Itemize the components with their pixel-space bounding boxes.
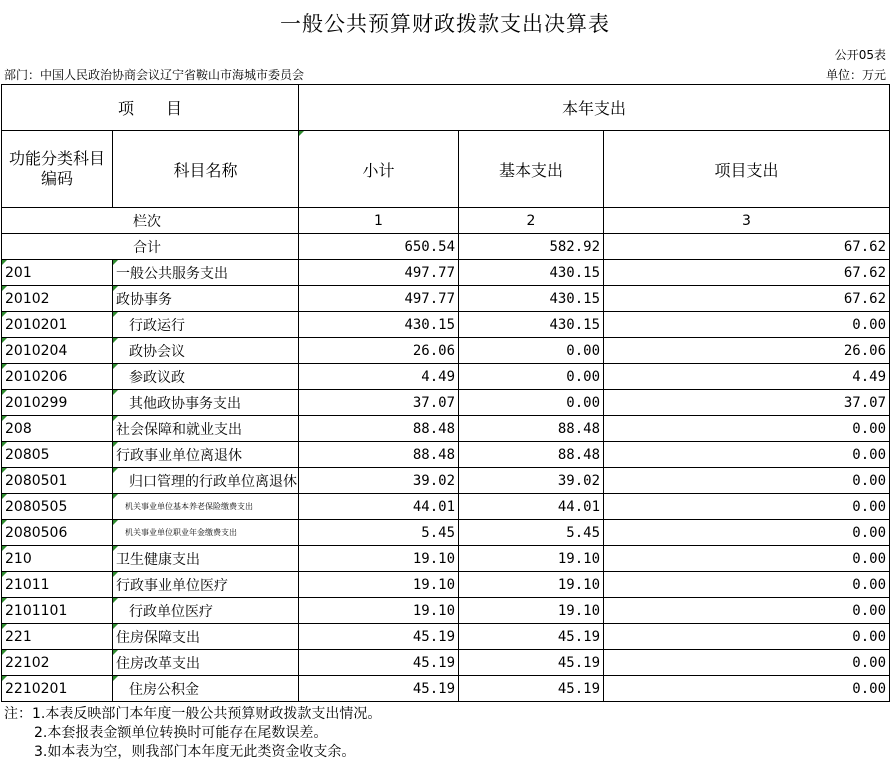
row-project: 67.62 xyxy=(604,260,890,286)
row-name: 机关事业单位基本养老保险缴费支出 xyxy=(113,494,299,520)
header-row-1 xyxy=(2,85,890,131)
row-subtotal: 44.01 xyxy=(299,494,459,520)
department-label: 部门：中国人民政治协商会议辽宁省鞍山市海城市委员会 xyxy=(4,68,305,82)
row-code: 22102 xyxy=(2,650,113,676)
row-name: 行政事业单位离退休 xyxy=(113,442,299,468)
note-1: 注：1.本表反映部门本年度一般公共预算财政拨款支出情况。 xyxy=(4,706,382,722)
row-code: 2010206 xyxy=(2,364,113,390)
row-project: 0.00 xyxy=(604,312,890,338)
row-code: 21011 xyxy=(2,572,113,598)
header-current-year: 本年支出 xyxy=(299,85,890,131)
row-code: 2010201 xyxy=(2,312,113,338)
row-subtotal: 19.10 xyxy=(299,598,459,624)
expenditure-table xyxy=(1,84,890,702)
row-project: 0.00 xyxy=(604,572,890,598)
header-basic: 基本支出 xyxy=(459,131,604,208)
row-subtotal: 88.48 xyxy=(299,442,459,468)
row-name: 社会保障和就业支出 xyxy=(113,416,299,442)
table-row xyxy=(2,520,890,546)
row-code: 2080506 xyxy=(2,520,113,546)
row-subtotal: 37.07 xyxy=(299,390,459,416)
total-basic: 582.92 xyxy=(459,234,604,260)
row-subtotal: 39.02 xyxy=(299,468,459,494)
row-name: 政协会议 xyxy=(113,338,299,364)
row-project: 37.07 xyxy=(604,390,890,416)
row-project: 0.00 xyxy=(604,468,890,494)
row-basic: 19.10 xyxy=(459,546,604,572)
row-code: 2010204 xyxy=(2,338,113,364)
table-row xyxy=(2,676,890,702)
row-basic: 88.48 xyxy=(459,416,604,442)
column-number-row xyxy=(2,208,890,234)
row-code: 210 xyxy=(2,546,113,572)
table-row xyxy=(2,312,890,338)
row-basic: 430.15 xyxy=(459,312,604,338)
table-row xyxy=(2,364,890,390)
row-subtotal: 19.10 xyxy=(299,546,459,572)
form-number: 公开05表 xyxy=(834,48,886,62)
row-code: 2210201 xyxy=(2,676,113,702)
row-code: 208 xyxy=(2,416,113,442)
row-name: 住房公积金 xyxy=(113,676,299,702)
row-subtotal: 26.06 xyxy=(299,338,459,364)
table-row xyxy=(2,286,890,312)
row-code: 2080501 xyxy=(2,468,113,494)
row-project: 0.00 xyxy=(604,442,890,468)
row-basic: 5.45 xyxy=(459,520,604,546)
row-basic: 19.10 xyxy=(459,598,604,624)
table-row xyxy=(2,572,890,598)
header-item: 项 目 xyxy=(2,85,299,131)
row-basic: 88.48 xyxy=(459,442,604,468)
table-row xyxy=(2,338,890,364)
row-subtotal: 19.10 xyxy=(299,572,459,598)
row-project: 0.00 xyxy=(604,598,890,624)
row-basic: 430.15 xyxy=(459,260,604,286)
table-row xyxy=(2,546,890,572)
table-row xyxy=(2,494,890,520)
header-name: 科目名称 xyxy=(113,131,299,208)
row-name: 政协事务 xyxy=(113,286,299,312)
total-blank xyxy=(2,234,113,260)
total-project: 67.62 xyxy=(604,234,890,260)
row-project: 0.00 xyxy=(604,676,890,702)
note-2: 2.本套报表金额单位转换时可能存在尾数误差。 xyxy=(34,725,328,741)
row-basic: 39.02 xyxy=(459,468,604,494)
row-name: 行政单位医疗 xyxy=(113,598,299,624)
column-number-1: 1 xyxy=(299,208,459,234)
table-row xyxy=(2,598,890,624)
total-subtotal: 650.54 xyxy=(299,234,459,260)
row-basic: 0.00 xyxy=(459,338,604,364)
row-subtotal: 45.19 xyxy=(299,650,459,676)
row-project: 0.00 xyxy=(604,546,890,572)
total-label: 合计 xyxy=(113,234,299,260)
row-code: 201 xyxy=(2,260,113,286)
table-row xyxy=(2,260,890,286)
column-label-blank xyxy=(2,208,113,234)
row-basic: 45.19 xyxy=(459,650,604,676)
row-project: 0.00 xyxy=(604,520,890,546)
row-subtotal: 45.19 xyxy=(299,676,459,702)
row-subtotal: 430.15 xyxy=(299,312,459,338)
row-basic: 45.19 xyxy=(459,624,604,650)
row-name: 行政运行 xyxy=(113,312,299,338)
header-code: 功能分类科目编码 xyxy=(2,131,113,208)
row-basic: 45.19 xyxy=(459,676,604,702)
row-subtotal: 497.77 xyxy=(299,286,459,312)
row-project: 0.00 xyxy=(604,624,890,650)
table-row xyxy=(2,390,890,416)
row-name: 其他政协事务支出 xyxy=(113,390,299,416)
row-code: 2010299 xyxy=(2,390,113,416)
column-label: 栏次 xyxy=(113,208,299,234)
header-row-2 xyxy=(2,131,890,208)
header-subtotal: 小计 xyxy=(299,131,459,208)
header-project: 项目支出 xyxy=(604,131,890,208)
row-code: 2080505 xyxy=(2,494,113,520)
row-code: 2101101 xyxy=(2,598,113,624)
row-code: 20102 xyxy=(2,286,113,312)
row-project: 4.49 xyxy=(604,364,890,390)
table-row xyxy=(2,468,890,494)
row-code: 221 xyxy=(2,624,113,650)
row-name: 一般公共服务支出 xyxy=(113,260,299,286)
row-name: 住房改革支出 xyxy=(113,650,299,676)
row-subtotal: 88.48 xyxy=(299,416,459,442)
row-project: 67.62 xyxy=(604,286,890,312)
row-project: 26.06 xyxy=(604,338,890,364)
table-row xyxy=(2,624,890,650)
row-subtotal: 45.19 xyxy=(299,624,459,650)
row-subtotal: 497.77 xyxy=(299,260,459,286)
table-row xyxy=(2,650,890,676)
row-project: 0.00 xyxy=(604,494,890,520)
row-basic: 44.01 xyxy=(459,494,604,520)
report-title: 一般公共预算财政拨款支出决算表 xyxy=(280,12,610,36)
column-number-2: 2 xyxy=(459,208,604,234)
unit-label: 单位：万元 xyxy=(825,68,886,82)
total-row xyxy=(2,234,890,260)
row-project: 0.00 xyxy=(604,650,890,676)
row-name: 行政事业单位医疗 xyxy=(113,572,299,598)
table-row xyxy=(2,416,890,442)
row-name: 归口管理的行政单位离退休 xyxy=(113,468,299,494)
table-row xyxy=(2,442,890,468)
note-3: 3.如本表为空，则我部门本年度无此类资金收支余。 xyxy=(34,744,356,760)
row-subtotal: 4.49 xyxy=(299,364,459,390)
row-basic: 19.10 xyxy=(459,572,604,598)
column-number-3: 3 xyxy=(604,208,890,234)
row-name: 住房保障支出 xyxy=(113,624,299,650)
row-basic: 0.00 xyxy=(459,364,604,390)
footnotes xyxy=(4,705,381,762)
row-basic: 0.00 xyxy=(459,390,604,416)
row-project: 0.00 xyxy=(604,416,890,442)
row-name: 参政议政 xyxy=(113,364,299,390)
row-name: 卫生健康支出 xyxy=(113,546,299,572)
row-subtotal: 5.45 xyxy=(299,520,459,546)
row-basic: 430.15 xyxy=(459,286,604,312)
row-code: 20805 xyxy=(2,442,113,468)
row-name: 机关事业单位职业年金缴费支出 xyxy=(113,520,299,546)
